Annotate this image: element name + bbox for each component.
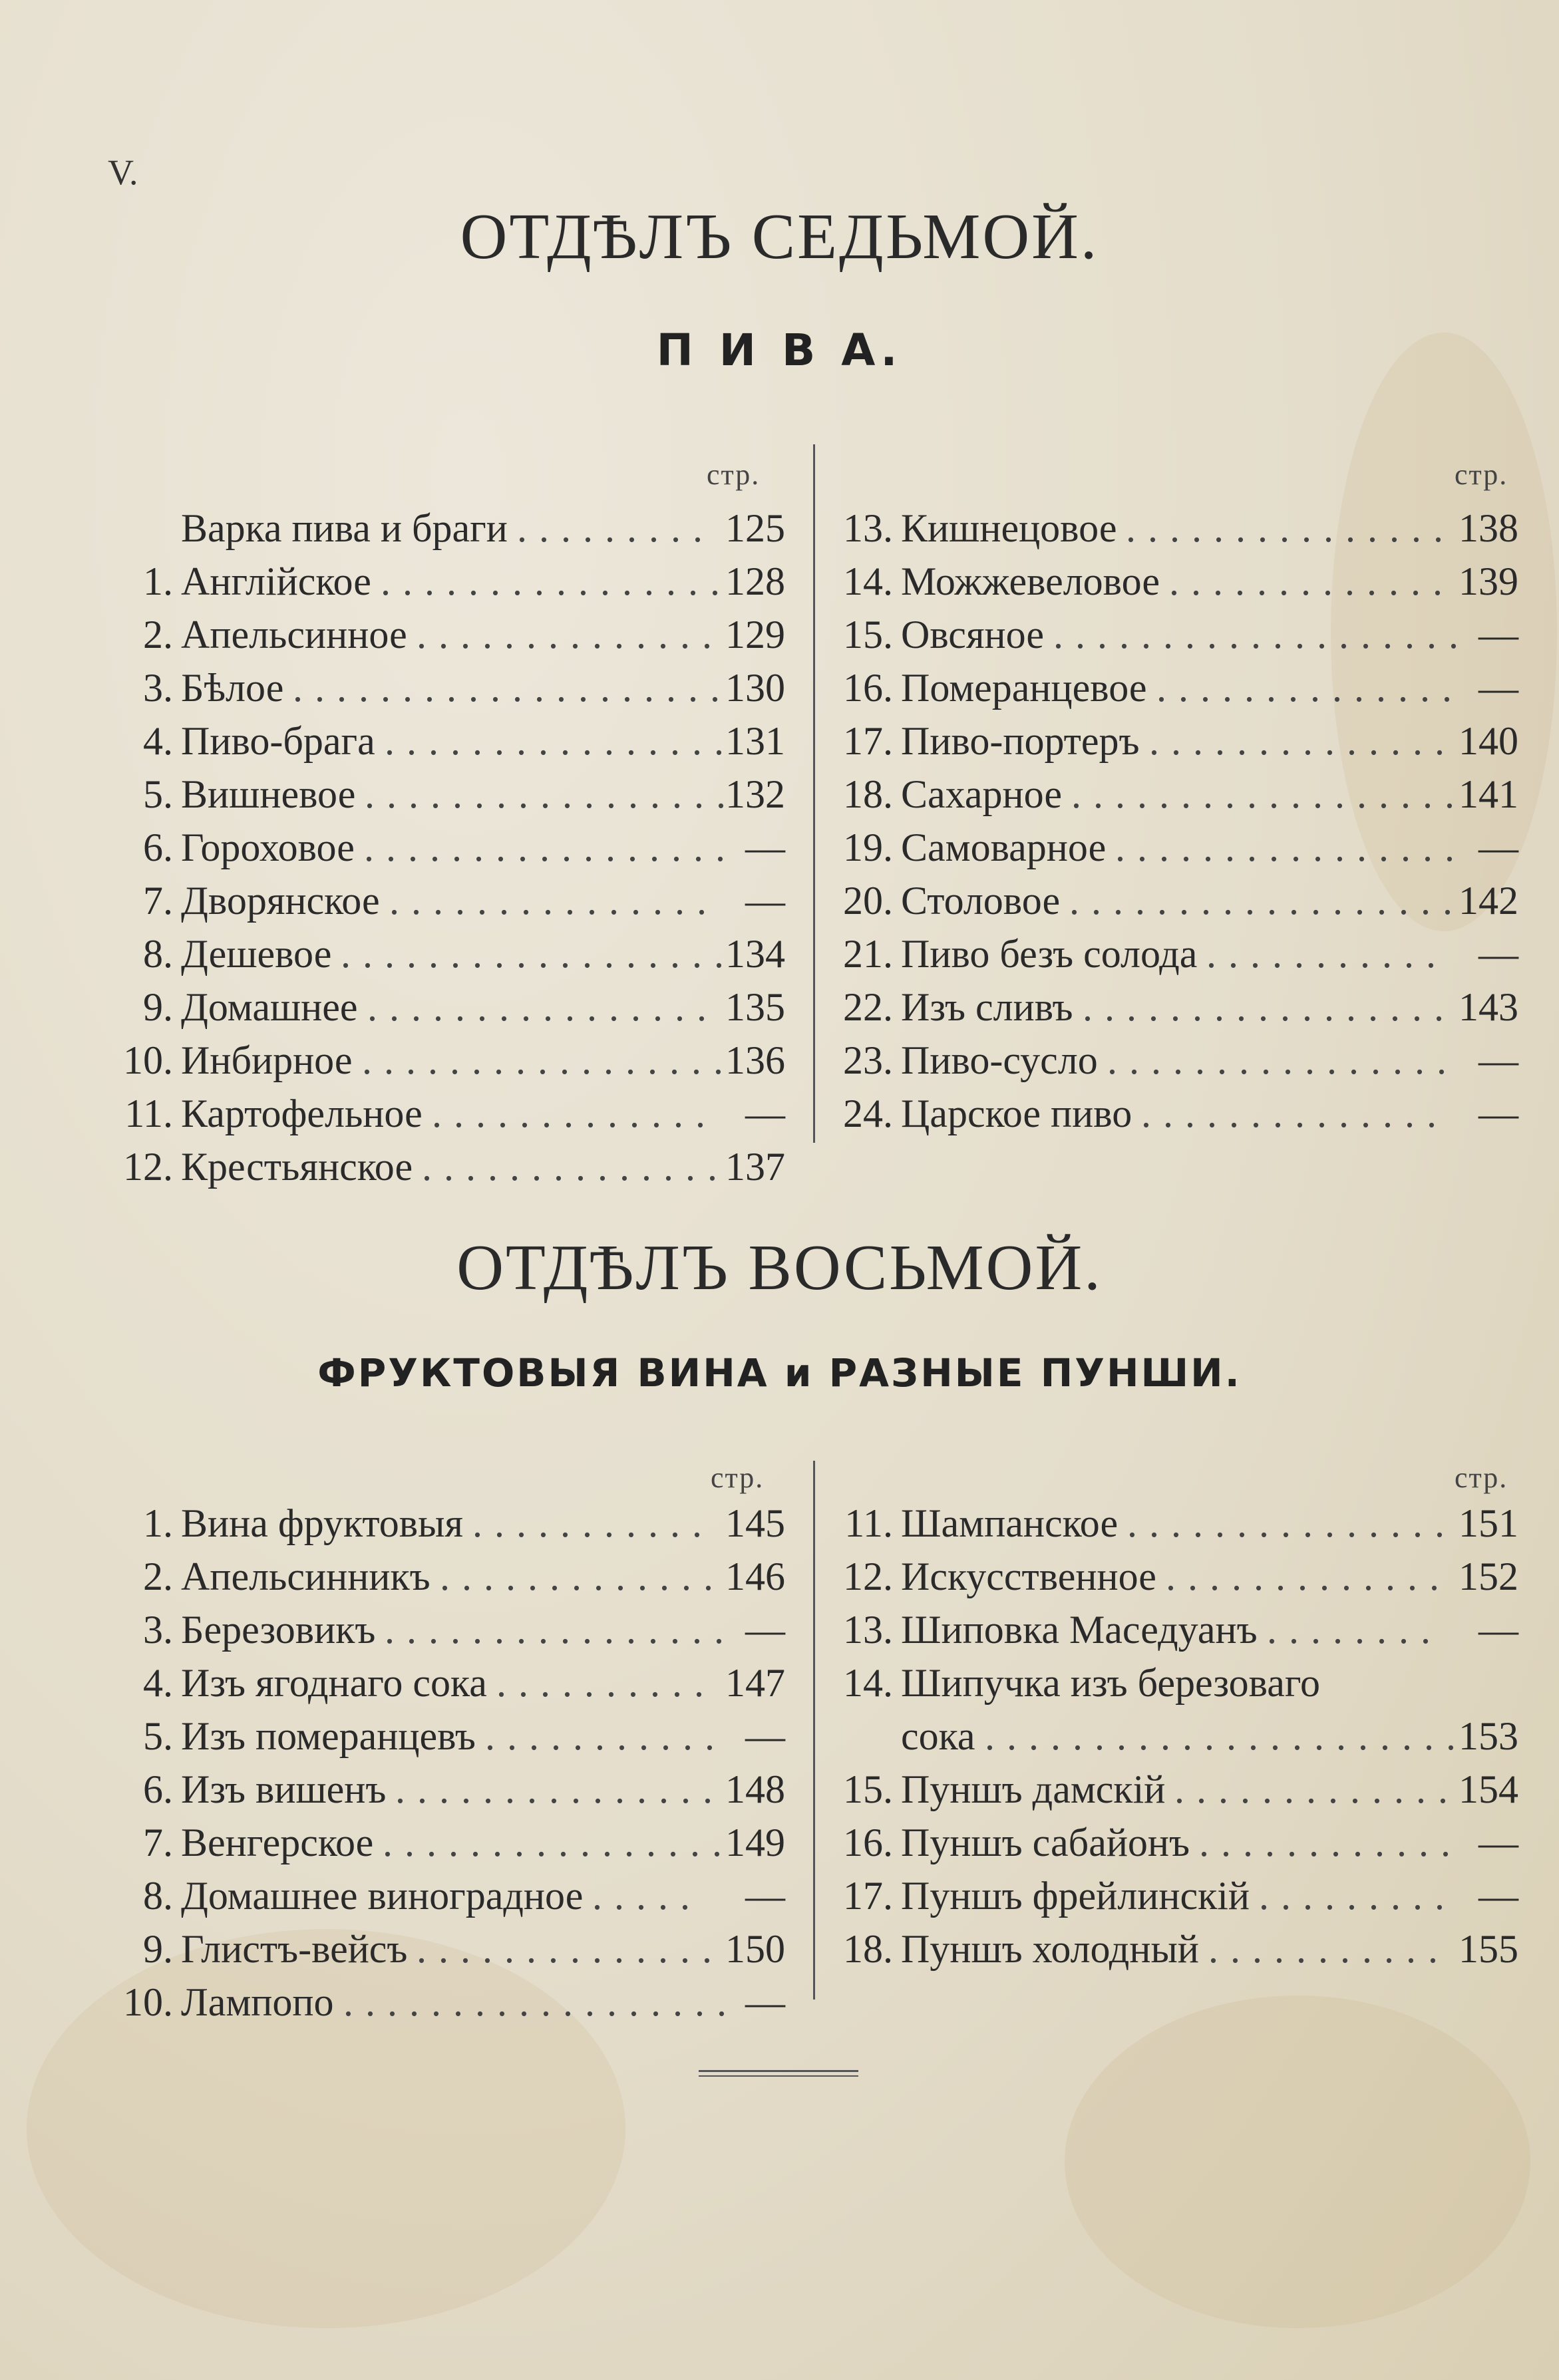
- dot-leader: ...........: [472, 1501, 714, 1545]
- toc-entry: [820, 502, 1518, 555]
- entry-page: —: [745, 825, 785, 869]
- entry-title: Пиво-сусло: [901, 1038, 1098, 1082]
- entry-title: Вина фруктовыя: [181, 1501, 463, 1545]
- toc-entry: [100, 502, 785, 555]
- dot-leader: ...........: [485, 1714, 727, 1758]
- entry-number: 12.: [123, 1145, 173, 1189]
- entry-title: Картофельное: [181, 1092, 423, 1135]
- entry-title: Варка пива и браги: [181, 506, 508, 550]
- dot-leader: ...........: [1208, 1927, 1450, 1971]
- entry-number: 11.: [844, 1501, 893, 1545]
- toc-entry: [820, 1869, 1518, 1922]
- entry-page: 138: [1459, 506, 1518, 550]
- dot-leader: .........: [1259, 1874, 1457, 1918]
- entry-page: —: [745, 1980, 785, 2024]
- dot-leader: ................: [1115, 825, 1467, 869]
- entry-title: Домашнее виноградное: [181, 1874, 584, 1918]
- entry-page: 150: [725, 1927, 785, 1971]
- entry-number: 17.: [843, 719, 893, 763]
- toc-entry: [820, 1656, 1518, 1710]
- dot-leader: ...............: [395, 1767, 725, 1811]
- entry-number: 10.: [123, 1980, 173, 2024]
- entry-number: 13.: [843, 1608, 893, 1652]
- toc-entry: [100, 874, 785, 927]
- dot-leader: ................: [383, 1821, 734, 1864]
- entry-page: 147: [725, 1661, 785, 1705]
- entry-page: 132: [725, 772, 785, 816]
- entry-number: 11.: [124, 1092, 173, 1135]
- entry-number: 10.: [123, 1038, 173, 1082]
- entry-number: 6.: [143, 825, 173, 869]
- dot-leader: ..............: [422, 1145, 729, 1189]
- entry-title: Пуншъ фрейлинскій: [901, 1874, 1250, 1918]
- page-column-label: стр.: [1455, 1461, 1508, 1494]
- page-number-mark: V.: [108, 152, 138, 192]
- entry-number: 3.: [143, 666, 173, 710]
- entry-title: Березовикъ: [181, 1608, 376, 1652]
- dot-leader: ................: [385, 719, 736, 763]
- toc-entry: [100, 1656, 785, 1710]
- entry-number: 23.: [843, 1038, 893, 1082]
- dot-leader: ...............: [1126, 506, 1455, 550]
- entry-title: Изъ сливъ: [901, 985, 1073, 1029]
- entry-page: 137: [725, 1145, 785, 1189]
- entry-page: 140: [1459, 719, 1518, 763]
- entry-title: Домашнее: [181, 985, 358, 1029]
- entry-number: 9.: [143, 985, 173, 1029]
- entry-number: 15.: [843, 1767, 893, 1811]
- dot-leader: ..............: [417, 1927, 724, 1971]
- entry-number: 6.: [143, 1767, 173, 1811]
- entry-page: 141: [1459, 772, 1518, 816]
- entry-title: Шипучка изъ березоваго: [901, 1661, 1320, 1705]
- entry-page: 152: [1459, 1555, 1518, 1598]
- dot-leader: ..............: [1141, 1092, 1449, 1135]
- entry-page: —: [745, 1874, 785, 1918]
- entry-number: 14.: [843, 559, 893, 603]
- dot-leader: .............: [432, 1092, 717, 1135]
- dot-leader: ..................: [1071, 772, 1467, 816]
- entry-number: 15.: [843, 613, 893, 657]
- dot-leader: ................: [367, 985, 719, 1029]
- dot-leader: ...............: [389, 879, 719, 923]
- entry-page: —: [1478, 666, 1518, 710]
- dot-leader: ................: [385, 1608, 736, 1652]
- entry-page: 139: [1459, 559, 1518, 603]
- entry-title: Царское пиво: [901, 1092, 1132, 1135]
- entry-number: 1.: [143, 1501, 173, 1545]
- toc-list-left: [100, 1497, 785, 2029]
- entry-title: Инбирное: [181, 1038, 353, 1082]
- entry-title: Можжевеловое: [901, 559, 1160, 603]
- entry-title: Кишнецовое: [901, 506, 1117, 550]
- toc-entry: [820, 661, 1518, 714]
- entry-page: 125: [725, 506, 785, 550]
- entry-title: Гороховое: [181, 825, 355, 869]
- entry-page: —: [1478, 932, 1518, 976]
- page-column-label: стр.: [1455, 458, 1508, 491]
- column-divider: [813, 444, 815, 1143]
- dot-leader: .................: [1083, 985, 1456, 1029]
- entry-number: 20.: [843, 879, 893, 923]
- entry-number: 12.: [843, 1555, 893, 1598]
- entry-page: 145: [725, 1501, 785, 1545]
- toc-entry: [820, 1034, 1518, 1087]
- entry-number: 16.: [843, 666, 893, 710]
- toc-entry: [100, 1087, 785, 1140]
- dot-leader: ............: [1199, 1821, 1463, 1864]
- entry-title: Пуншъ холодный: [901, 1927, 1199, 1971]
- entry-number: 7.: [143, 879, 173, 923]
- toc-entry: [100, 1869, 785, 1922]
- dot-leader: .................: [362, 1038, 735, 1082]
- entry-title: Апельсинникъ: [181, 1555, 431, 1598]
- toc-entry: [100, 980, 785, 1034]
- entry-title: Дешевое: [181, 932, 332, 976]
- entry-page: 146: [725, 1555, 785, 1598]
- toc-entry: [100, 1710, 785, 1763]
- toc-entry: [100, 1550, 785, 1603]
- toc-list-right: [820, 502, 1518, 1140]
- entry-number: 8.: [143, 1874, 173, 1918]
- toc-list-left: [100, 502, 785, 1193]
- entry-page: —: [745, 1714, 785, 1758]
- dot-leader: ......................: [985, 1714, 1468, 1758]
- entry-title: Сахарное: [901, 772, 1062, 816]
- toc-entry: [100, 1603, 785, 1656]
- entry-page: 131: [725, 719, 785, 763]
- dot-leader: .............: [1174, 1767, 1460, 1811]
- entry-number: 5.: [143, 772, 173, 816]
- entry-title: Столовое: [901, 879, 1061, 923]
- entry-title: Пиво-портеръ: [901, 719, 1140, 763]
- toc-entry: [100, 608, 785, 661]
- toc-entry: [820, 980, 1518, 1034]
- entry-title: сока: [901, 1714, 975, 1758]
- toc-entry: [100, 1816, 785, 1869]
- dot-leader: ................: [1107, 1038, 1459, 1082]
- entry-page: 151: [1459, 1501, 1518, 1545]
- toc-entry: [820, 1922, 1518, 1976]
- toc-entry: [100, 1922, 785, 1976]
- toc-entry: [100, 661, 785, 714]
- toc-entry: [100, 1140, 785, 1193]
- toc-entry: [820, 1087, 1518, 1140]
- toc-entry: [820, 555, 1518, 608]
- entry-page: 129: [725, 613, 785, 657]
- dot-leader: .....: [592, 1874, 702, 1918]
- entry-page: 154: [1459, 1767, 1518, 1811]
- entry-page: —: [745, 1092, 785, 1135]
- toc-entry: [820, 714, 1518, 768]
- entry-title: Дворянское: [181, 879, 380, 923]
- dot-leader: ..............: [417, 613, 724, 657]
- dot-leader: ..................: [343, 1980, 739, 2024]
- dot-leader: .........: [517, 506, 715, 550]
- entry-number: 7.: [143, 1821, 173, 1864]
- entry-page: 134: [725, 932, 785, 976]
- toc-entry: [820, 1497, 1518, 1550]
- page-column-label: стр.: [707, 458, 761, 491]
- entry-number: 4.: [143, 1661, 173, 1705]
- entry-title: Самоварное: [901, 825, 1107, 869]
- toc-entry: [820, 874, 1518, 927]
- dot-leader: ...................: [1053, 613, 1471, 657]
- toc-entry: [820, 1763, 1518, 1816]
- entry-page: —: [1478, 1038, 1518, 1082]
- entry-page: —: [745, 1608, 785, 1652]
- entry-page: 136: [725, 1038, 785, 1082]
- entry-page: —: [745, 879, 785, 923]
- entry-number: 2.: [143, 1555, 173, 1598]
- entry-number: 21.: [843, 932, 893, 976]
- entry-page: 130: [725, 666, 785, 710]
- entry-title: Крестьянское: [181, 1145, 413, 1189]
- dot-leader: .............: [440, 1555, 725, 1598]
- entry-title: Пуншъ дамскій: [901, 1767, 1166, 1811]
- section-heading-8: ОТДѢЛЪ ВОСЬМОЙ.: [456, 1232, 1103, 1304]
- entry-number: 4.: [143, 719, 173, 763]
- entry-title: Овсяное: [901, 613, 1045, 657]
- entry-title: Пиво безъ солода: [901, 932, 1198, 976]
- toc-entry: [820, 821, 1518, 874]
- dot-leader: ..................: [1069, 879, 1465, 923]
- entry-number: 1.: [143, 559, 173, 603]
- entry-number: 24.: [843, 1092, 893, 1135]
- toc-entry: [100, 821, 785, 874]
- section-heading-7: ОТДѢЛЪ СЕДЬМОЙ.: [460, 201, 1099, 273]
- closing-double-rule: [699, 2070, 858, 2077]
- dot-leader: ....................: [293, 666, 732, 710]
- dot-leader: ...............: [1127, 1501, 1457, 1545]
- entry-title: Померанцевое: [901, 666, 1147, 710]
- toc-entry: [100, 1976, 785, 2029]
- entry-page: 149: [725, 1821, 785, 1864]
- entry-number: 8.: [143, 932, 173, 976]
- toc-entry: [100, 555, 785, 608]
- dot-leader: ..............: [1156, 666, 1464, 710]
- entry-number: 19.: [843, 825, 893, 869]
- entry-title: Апельсинное: [181, 613, 407, 657]
- toc-entry: [100, 1497, 785, 1550]
- dot-leader: ..................: [341, 932, 736, 976]
- toc-entry: [820, 1550, 1518, 1603]
- paper-stain: [1065, 1996, 1530, 2328]
- dot-leader: ................: [381, 559, 732, 603]
- entry-number: 16.: [843, 1821, 893, 1864]
- dot-leader: .................: [365, 772, 738, 816]
- toc-entry: [820, 1816, 1518, 1869]
- entry-page: 128: [725, 559, 785, 603]
- entry-number: 14.: [843, 1661, 893, 1705]
- dot-leader: .............: [1169, 559, 1455, 603]
- entry-number: 18.: [843, 1927, 893, 1971]
- entry-number: 5.: [143, 1714, 173, 1758]
- dot-leader: ..........: [496, 1661, 716, 1705]
- entry-title: Искусственное: [901, 1555, 1156, 1598]
- entry-number: 22.: [843, 985, 893, 1029]
- page-column-label: стр.: [711, 1461, 765, 1494]
- entry-title: Англійское: [181, 559, 371, 603]
- toc-entry: [100, 1034, 785, 1087]
- entry-title: Изъ ягоднаго сока: [181, 1661, 487, 1705]
- entry-number: 9.: [143, 1927, 173, 1971]
- toc-list-right: [820, 1497, 1518, 1976]
- entry-title: Изъ вишенъ: [181, 1767, 387, 1811]
- entry-title: Шампанское: [901, 1501, 1119, 1545]
- entry-page: —: [1478, 1608, 1518, 1652]
- entry-title: Лампопо: [181, 1980, 334, 2024]
- toc-entry: [100, 768, 785, 821]
- entry-number: 3.: [143, 1608, 173, 1652]
- toc-entry: [820, 608, 1518, 661]
- entry-number: 17.: [843, 1874, 893, 1918]
- entry-number: 13.: [843, 506, 893, 550]
- entry-number: 2.: [143, 613, 173, 657]
- dot-leader: .............: [1166, 1555, 1451, 1598]
- entry-title: Пиво-брага: [181, 719, 375, 763]
- toc-entry: [100, 1763, 785, 1816]
- entry-title: Шиповка Маседуанъ: [901, 1608, 1258, 1652]
- toc-entry: [820, 768, 1518, 821]
- toc-entry: [100, 714, 785, 768]
- entry-title: Изъ померанцевъ: [181, 1714, 476, 1758]
- entry-title: Пуншъ сабайонъ: [901, 1821, 1190, 1864]
- section-subheading-8: ФРУКТОВЫЯ ВИНА и РАЗНЫЕ ПУНШИ.: [317, 1350, 1242, 1396]
- toc-entry: [820, 927, 1518, 980]
- dot-leader: ...........: [1206, 932, 1448, 976]
- dot-leader: ........: [1267, 1608, 1443, 1652]
- entry-page: 148: [725, 1767, 785, 1811]
- entry-title: Вишневое: [181, 772, 356, 816]
- entry-number: 18.: [843, 772, 893, 816]
- toc-entry: [820, 1710, 1518, 1763]
- entry-title: Бѣлое: [181, 666, 284, 710]
- entry-page: 143: [1459, 985, 1518, 1029]
- entry-page: 135: [725, 985, 785, 1029]
- section-subheading-7: П И В А.: [656, 325, 903, 376]
- dot-leader: ..............: [1149, 719, 1457, 763]
- toc-entry: [820, 1603, 1518, 1656]
- entry-page: —: [1478, 613, 1518, 657]
- entry-page: 142: [1459, 879, 1518, 923]
- entry-page: 155: [1459, 1927, 1518, 1971]
- entry-page: —: [1478, 825, 1518, 869]
- toc-entry: [100, 927, 785, 980]
- entry-page: —: [1478, 1874, 1518, 1918]
- entry-title: Глистъ-вейсъ: [181, 1927, 408, 1971]
- entry-page: 153: [1459, 1714, 1518, 1758]
- column-divider: [813, 1461, 815, 2000]
- entry-title: Венгерское: [181, 1821, 374, 1864]
- entry-page: —: [1478, 1821, 1518, 1864]
- entry-page: —: [1478, 1092, 1518, 1135]
- dot-leader: .................: [364, 825, 737, 869]
